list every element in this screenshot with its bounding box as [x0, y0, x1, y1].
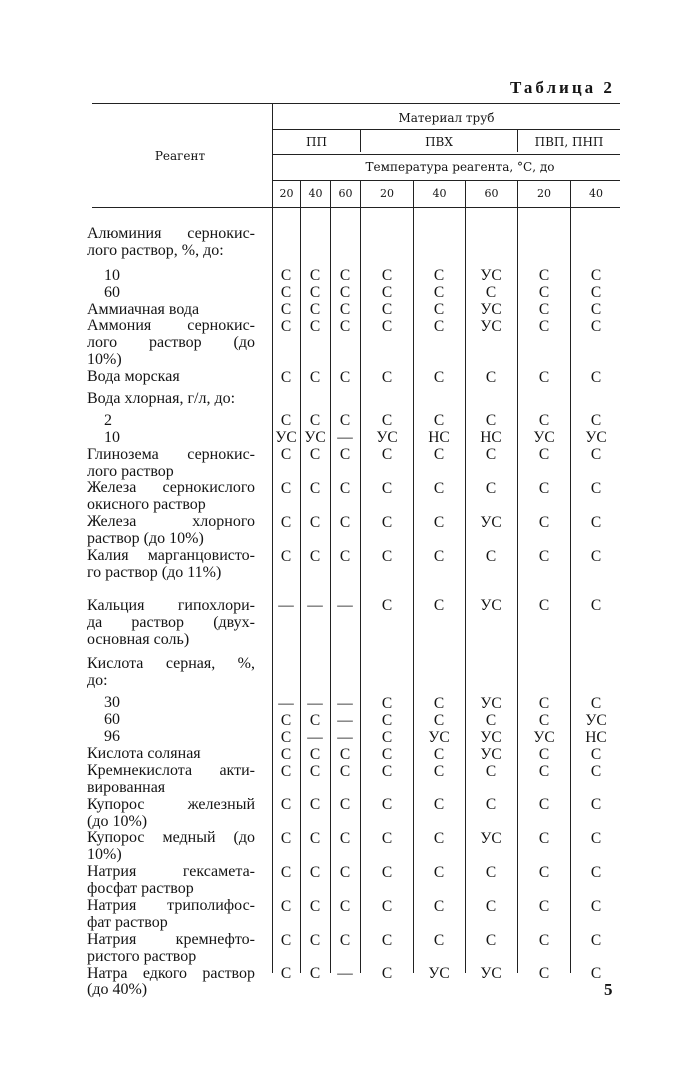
resistance-value: С — [280, 301, 292, 319]
resistance-value: С — [339, 301, 351, 319]
resistance-value: С — [339, 796, 351, 814]
temp-label: 20 — [380, 187, 394, 200]
resistance-value: С — [538, 897, 550, 915]
resistance-value: С — [280, 267, 292, 285]
group-underline — [273, 154, 620, 155]
reagent-name-line: го раствор (до 11%) — [87, 563, 222, 581]
temp-label: 40 — [589, 187, 603, 200]
resistance-value: — — [337, 429, 353, 447]
resistance-value: С — [538, 547, 550, 565]
resistance-value: С — [590, 694, 602, 712]
resistance-value: С — [590, 762, 602, 780]
resistance-value: С — [485, 897, 497, 915]
material-header: Материал труб — [398, 111, 495, 125]
resistance-value: С — [485, 446, 497, 464]
resistance-value: С — [538, 284, 550, 302]
reagent-name-line: фат раствор — [87, 913, 168, 931]
resistance-value: — — [337, 728, 353, 746]
reagent-name-line: (до 10%) — [87, 812, 148, 830]
resistance-value: С — [339, 762, 351, 780]
resistance-value: С — [339, 863, 351, 881]
reagent-name-line: Кремнекислота акти- — [87, 761, 255, 779]
resistance-value: С — [309, 863, 321, 881]
reagent-name-line: Кислота соляная — [87, 744, 201, 762]
resistance-value: НС — [480, 429, 502, 447]
temp-label: 60 — [338, 187, 353, 200]
reagent-name-line: Кальция гипохлори- — [87, 596, 255, 614]
reagent-name — [87, 430, 255, 447]
reagent-name-line: Купорос медный (до — [87, 829, 255, 847]
resistance-value: С — [309, 711, 321, 729]
reagent-name-line: 30 — [104, 694, 120, 712]
temperature-underline — [273, 180, 620, 181]
resistance-value: С — [381, 897, 393, 915]
resistance-value: С — [433, 796, 445, 814]
resistance-value: С — [339, 446, 351, 464]
resistance-value: С — [381, 284, 393, 302]
temp-label: 60 — [484, 187, 499, 200]
resistance-value: С — [381, 694, 393, 712]
resistance-value: С — [485, 762, 497, 780]
resistance-value: С — [590, 597, 602, 615]
resistance-value: С — [309, 412, 321, 430]
resistance-value: С — [433, 284, 445, 302]
reagent-name — [87, 548, 255, 582]
resistance-value: С — [433, 597, 445, 615]
resistance-value: С — [280, 931, 292, 949]
reagent-name-line: Натрия триполифос- — [87, 896, 255, 914]
reagent-name-line: 10 — [104, 266, 120, 284]
reagent-name-line: Натрия гексамета- — [87, 863, 255, 881]
page-number: 5 — [604, 980, 613, 999]
resistance-value: С — [280, 762, 292, 780]
reagent-name-line: 60 — [104, 283, 120, 301]
reagent-name-line: Аммиачная вода — [87, 300, 200, 318]
resistance-value: — — [337, 597, 353, 615]
group-header-pvp: ПВП, ПНП — [534, 135, 604, 149]
resistance-value: С — [590, 897, 602, 915]
body-divider-4 — [413, 207, 414, 973]
reagent-name-line: Железа хлорного — [87, 513, 255, 531]
resistance-value: С — [339, 480, 351, 498]
resistance-value: С — [538, 796, 550, 814]
resistance-value: С — [280, 897, 292, 915]
resistance-value: С — [538, 597, 550, 615]
resistance-value: С — [433, 711, 445, 729]
resistance-value: С — [381, 480, 393, 498]
resistance-value: УС — [585, 429, 607, 447]
resistance-value: — — [307, 728, 323, 746]
reagent-name — [87, 729, 255, 746]
reagent-name — [87, 763, 255, 797]
reagent-name-line: Железа сернокислого — [87, 479, 255, 497]
resistance-value: НС — [428, 429, 450, 447]
resistance-value: С — [280, 412, 292, 430]
resistance-value: С — [381, 317, 393, 335]
resistance-value: — — [307, 597, 323, 615]
reagent-name — [87, 226, 255, 260]
reagent-name-line: лого раствор — [87, 462, 174, 480]
resistance-value: С — [590, 796, 602, 814]
resistance-value: С — [309, 965, 321, 983]
resistance-value: С — [280, 547, 292, 565]
resistance-value: С — [538, 830, 550, 848]
reagent-name — [87, 864, 255, 898]
resistance-value: С — [309, 513, 321, 531]
resistance-value: С — [309, 830, 321, 848]
resistance-value: УС — [480, 597, 502, 615]
resistance-value: НС — [585, 728, 607, 746]
resistance-value: С — [538, 694, 550, 712]
resistance-value: С — [280, 368, 292, 386]
resistance-value: С — [309, 897, 321, 915]
resistance-value: С — [280, 711, 292, 729]
resistance-value: С — [433, 694, 445, 712]
resistance-value: С — [309, 284, 321, 302]
header-bottom-rule — [92, 207, 620, 208]
resistance-value: — — [337, 694, 353, 712]
resistance-value: С — [538, 412, 550, 430]
resistance-value: — — [278, 694, 294, 712]
reagent-name-line: Калия марганцовисто- — [87, 547, 255, 565]
resistance-value: С — [590, 547, 602, 565]
reagent-name-line: основная соль) — [87, 630, 190, 648]
resistance-value: С — [381, 547, 393, 565]
resistance-value: С — [485, 368, 497, 386]
resistance-value: С — [590, 745, 602, 763]
reagent-name — [87, 712, 255, 729]
reagent-name-line: до: — [87, 672, 108, 690]
resistance-value: С — [433, 267, 445, 285]
resistance-value: — — [278, 597, 294, 615]
resistance-value: С — [590, 284, 602, 302]
reagent-name — [87, 447, 255, 481]
resistance-value: С — [280, 513, 292, 531]
temperature-header: Температура реагента, °С, до — [365, 160, 555, 174]
reagent-name — [87, 369, 255, 386]
resistance-value: С — [381, 446, 393, 464]
resistance-value: С — [485, 284, 497, 302]
resistance-value: — — [337, 711, 353, 729]
resistance-value: С — [280, 745, 292, 763]
resistance-value: С — [538, 711, 550, 729]
resistance-value: С — [433, 547, 445, 565]
reagent-header: Реагент — [154, 149, 206, 163]
resistance-value: С — [433, 301, 445, 319]
reagent-name-line: 10%) — [87, 351, 122, 369]
resistance-value: УС — [480, 301, 502, 319]
resistance-value: С — [381, 762, 393, 780]
resistance-value: С — [381, 711, 393, 729]
resistance-value: С — [538, 317, 550, 335]
resistance-value: УС — [480, 728, 502, 746]
resistance-value: С — [433, 830, 445, 848]
resistance-value: — — [337, 965, 353, 983]
resistance-value: С — [485, 711, 497, 729]
resistance-value: С — [433, 368, 445, 386]
resistance-value: УС — [480, 513, 502, 531]
resistance-value: УС — [533, 429, 555, 447]
reagent-name — [87, 746, 255, 763]
resistance-value: С — [381, 965, 393, 983]
resistance-value: С — [538, 745, 550, 763]
resistance-value: С — [381, 301, 393, 319]
resistance-value: УС — [480, 745, 502, 763]
reagent-name-line: Алюминия сернокис- — [87, 225, 255, 242]
resistance-value: С — [339, 317, 351, 335]
resistance-value: С — [590, 446, 602, 464]
resistance-value: С — [485, 547, 497, 565]
reagent-name-line: Глинозема сернокис- — [87, 445, 255, 463]
reagent-name — [87, 268, 255, 285]
resistance-value: С — [381, 728, 393, 746]
reagent-name-line: лого раствор, %, до: — [87, 241, 224, 259]
resistance-value: С — [590, 267, 602, 285]
reagent-name — [87, 480, 255, 514]
reagent-name-line: лого раствор (до — [87, 334, 255, 352]
table-top-rule — [92, 103, 620, 104]
resistance-value: С — [433, 931, 445, 949]
reagent-name-line: фосфат раствор — [87, 880, 194, 898]
reagent-name — [87, 413, 255, 430]
resistance-value: С — [280, 830, 292, 848]
resistance-value: С — [433, 513, 445, 531]
resistance-value: С — [590, 368, 602, 386]
reagent-name-line: вированная — [87, 778, 166, 796]
reagent-name-line: Аммония сернокис- — [87, 317, 255, 335]
reagent-name-line: 96 — [104, 728, 120, 746]
resistance-value: УС — [428, 965, 450, 983]
group-header-pp: ПП — [306, 135, 327, 149]
resistance-value: С — [309, 931, 321, 949]
resistance-value: С — [309, 480, 321, 498]
resistance-value: С — [381, 745, 393, 763]
resistance-value: С — [339, 547, 351, 565]
resistance-value: С — [538, 513, 550, 531]
resistance-value: С — [339, 897, 351, 915]
resistance-value: С — [433, 762, 445, 780]
resistance-value: С — [381, 830, 393, 848]
resistance-value: УС — [304, 429, 326, 447]
table-caption: Таблица 2 — [510, 78, 615, 97]
resistance-value: УС — [428, 728, 450, 746]
resistance-value: С — [485, 863, 497, 881]
resistance-value: С — [538, 931, 550, 949]
resistance-value: С — [309, 547, 321, 565]
reagent-name-line: окисного раствор — [87, 496, 206, 514]
resistance-value: С — [280, 965, 292, 983]
reagent-name — [87, 966, 255, 1000]
resistance-value: С — [339, 284, 351, 302]
reagent-name-line: Вода морская — [87, 368, 180, 386]
resistance-value: С — [381, 597, 393, 615]
reagent-name-line: 2 — [104, 411, 112, 429]
reagent-column — [87, 226, 255, 999]
reagent-name-line: Кислота серная, %, — [87, 655, 255, 673]
resistance-value: С — [309, 745, 321, 763]
resistance-value: С — [309, 446, 321, 464]
reagent-name-line: (до 40%) — [87, 981, 148, 999]
resistance-value: С — [433, 480, 445, 498]
resistance-value: С — [309, 267, 321, 285]
resistance-value: С — [433, 863, 445, 881]
resistance-value: С — [538, 301, 550, 319]
group-header-pvh: ПВХ — [425, 135, 453, 149]
resistance-value: С — [339, 931, 351, 949]
reagent-name-line: Вода хлорная, г/л, до: — [87, 390, 236, 408]
resistance-value: С — [433, 745, 445, 763]
reagent-name-line: Натра едкого раствор — [87, 964, 255, 982]
resistance-value: С — [381, 412, 393, 430]
resistance-value: С — [280, 284, 292, 302]
resistance-value: С — [485, 480, 497, 498]
reagent-name — [87, 932, 255, 966]
resistance-value: С — [280, 796, 292, 814]
reagent-name — [87, 830, 255, 864]
reagent-name-line: 10%) — [87, 846, 122, 864]
reagent-name-line: ристого раствор — [87, 947, 197, 965]
resistance-value: С — [590, 317, 602, 335]
reagent-name-line: Натрия кремнефто- — [87, 930, 255, 948]
resistance-value: С — [538, 863, 550, 881]
resistance-value: С — [339, 745, 351, 763]
resistance-value: С — [309, 762, 321, 780]
resistance-value: С — [538, 762, 550, 780]
reagent-name — [87, 598, 255, 649]
resistance-value: С — [590, 931, 602, 949]
resistance-value: УС — [585, 711, 607, 729]
resistance-value: УС — [480, 694, 502, 712]
temp-label: 20 — [537, 187, 551, 200]
resistance-value: С — [381, 368, 393, 386]
resistance-value: УС — [533, 728, 555, 746]
resistance-value: УС — [275, 429, 297, 447]
reagent-name — [87, 302, 255, 319]
reagent-name-line: 60 — [104, 711, 120, 729]
resistance-value: С — [485, 931, 497, 949]
resistance-value: С — [381, 513, 393, 531]
reagent-name-line: 10 — [104, 428, 120, 446]
reagent-name — [87, 391, 255, 408]
resistance-value: С — [590, 480, 602, 498]
reagent-name — [87, 285, 255, 302]
resistance-value: С — [538, 480, 550, 498]
resistance-value: С — [433, 317, 445, 335]
resistance-value: С — [590, 830, 602, 848]
resistance-value: — — [307, 694, 323, 712]
body-divider-6 — [517, 207, 518, 973]
resistance-value: С — [381, 267, 393, 285]
resistance-value: С — [433, 412, 445, 430]
resistance-value: С — [309, 796, 321, 814]
resistance-value: С — [280, 863, 292, 881]
reagent-name-line: да раствор (двух- — [87, 613, 255, 631]
resistance-value: С — [381, 863, 393, 881]
resistance-value: С — [280, 317, 292, 335]
resistance-value: С — [538, 446, 550, 464]
resistance-value: С — [538, 368, 550, 386]
resistance-value: С — [280, 446, 292, 464]
resistance-value: УС — [480, 317, 502, 335]
resistance-value: С — [538, 965, 550, 983]
reagent-name-line: раствор (до 10%) — [87, 530, 204, 548]
temp-label: 40 — [308, 187, 323, 200]
resistance-value: С — [339, 830, 351, 848]
reagent-name — [87, 514, 255, 548]
reagent-name — [87, 656, 255, 690]
reagent-name-line: Купорос железный — [87, 795, 255, 813]
resistance-value: УС — [376, 429, 398, 447]
resistance-value: С — [381, 931, 393, 949]
resistance-value: С — [538, 267, 550, 285]
resistance-value: УС — [480, 965, 502, 983]
resistance-value: С — [339, 513, 351, 531]
resistance-value: С — [590, 412, 602, 430]
resistance-value: УС — [480, 267, 502, 285]
resistance-value: С — [339, 368, 351, 386]
resistance-value: С — [590, 965, 602, 983]
reagent-name — [87, 797, 255, 831]
resistance-value: С — [433, 897, 445, 915]
resistance-value: УС — [480, 830, 502, 848]
material-underline — [273, 129, 620, 130]
resistance-value: С — [433, 446, 445, 464]
resistance-value: С — [590, 301, 602, 319]
resistance-value: С — [381, 796, 393, 814]
reagent-name — [87, 695, 255, 712]
resistance-value: С — [280, 480, 292, 498]
resistance-value: С — [485, 412, 497, 430]
resistance-value: С — [309, 317, 321, 335]
resistance-value: С — [280, 728, 292, 746]
body-divider-7 — [570, 207, 571, 973]
temp-label: 20 — [279, 187, 294, 200]
reagent-name — [87, 898, 255, 932]
resistance-value: С — [309, 301, 321, 319]
body-divider-5 — [465, 207, 466, 973]
resistance-value: С — [309, 368, 321, 386]
reagent-name — [87, 318, 255, 369]
resistance-value: С — [339, 267, 351, 285]
resistance-value: С — [590, 513, 602, 531]
resistance-value: С — [590, 863, 602, 881]
resistance-value: С — [485, 796, 497, 814]
resistance-value: С — [339, 412, 351, 430]
temp-label: 40 — [432, 187, 447, 200]
